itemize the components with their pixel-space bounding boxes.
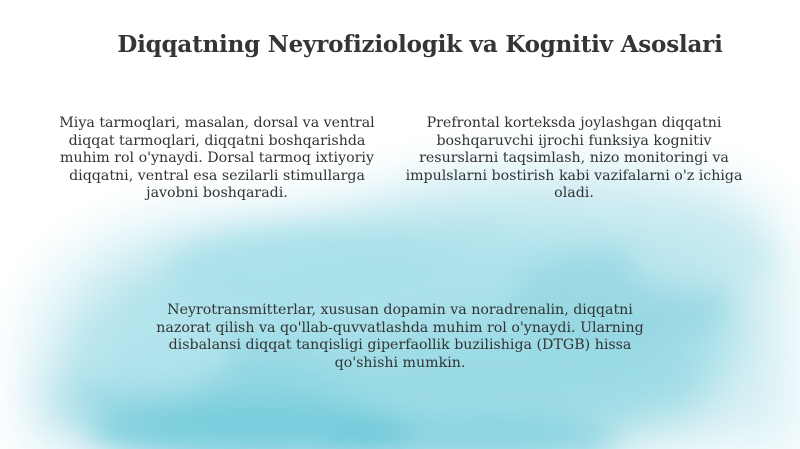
slide-title: Diqqatning Neyrofiziologik va Kognitiv Asoslari — [117, 31, 723, 58]
paragraph-executive-function: Prefrontal korteksda joylashgan diqqatni boshqaruvchi ijrochi funksiya kognitiv resurslarni taqsimlash, nizo monitoringi va impulslarni bostirish kabi vazifalarni o'z ichiga oladi. — [405, 115, 743, 202]
paragraph-attention-networks: Miya tarmoqlari, masalan, dorsal va ventral diqqat tarmoqlari, diqqatni boshqarishda muhim rol o'ynaydi. Dorsal tarmoq ixtiyoriy diqqatni, ventral esa sezilarli stimullarga javobni boshqaradi. — [59, 115, 375, 202]
paragraph-neurotransmitters: Neyrotransmitterlar, xususan dopamin va noradrenalin, diqqatni nazorat qilish va qo'llab-quvvatlashda muhim rol o'ynaydi. Ularning disbalansi diqqat tanqisligi giperfaollik buzilishiga (DTGB) hissa qo'shishi mumkin. — [156, 302, 644, 371]
